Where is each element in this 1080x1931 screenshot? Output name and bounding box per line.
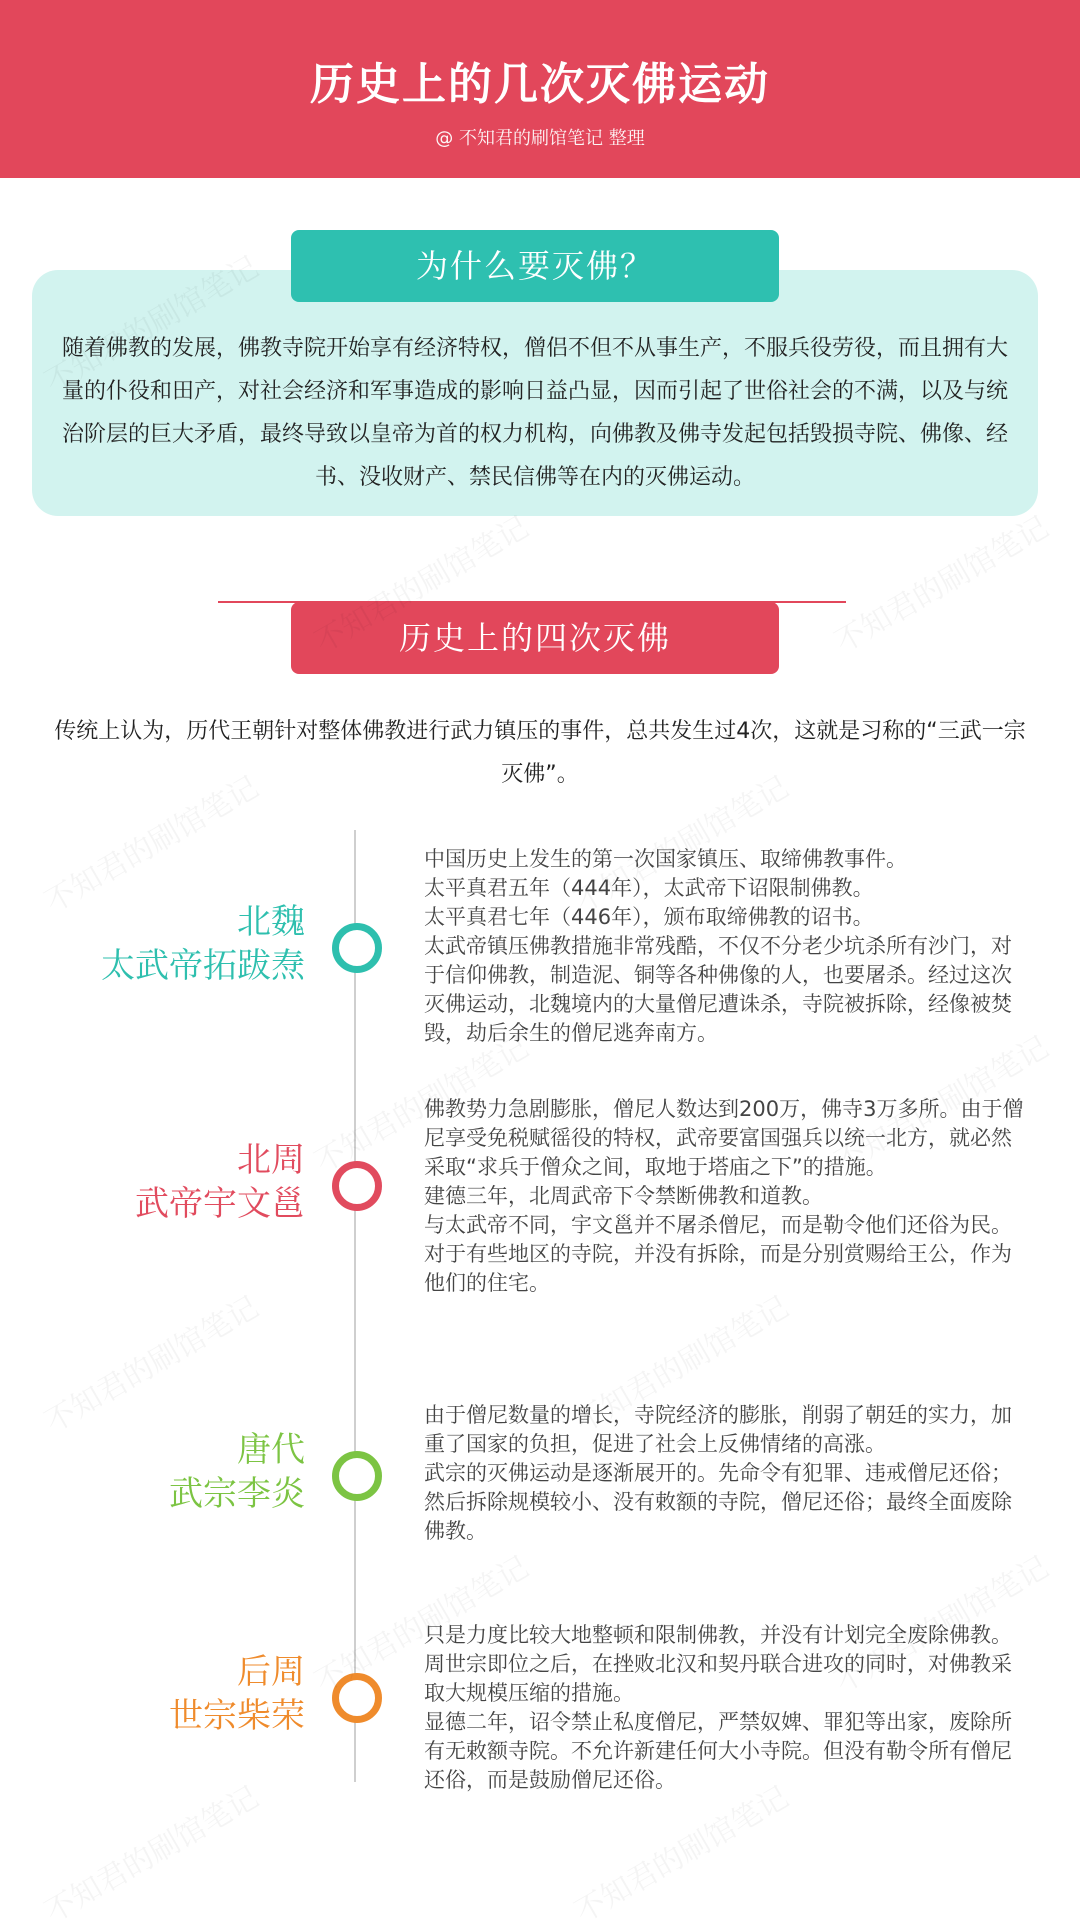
- timeline-desc-houzhou: [424, 1621, 1028, 1795]
- dynasty-label: 北魏: [237, 902, 305, 942]
- ruler-label: 世宗柴荣: [169, 1696, 305, 1736]
- page-title: 历史上的几次灭佛运动: [310, 59, 770, 110]
- desc-line: 太武帝镇压佛教措施非常残酷，不仅不分老少坑杀所有沙门，对于信仰佛教，制造泥、铜等各种佛像的人，也要屠杀。经过这次灭佛运动，北魏境内的大量僧尼遭诛杀，寺院被拆除，经像被焚毁，劫后余生的僧尼逃奔南方。: [424, 934, 1012, 1045]
- timeline-node: [332, 923, 382, 973]
- timeline-desc-beizhou: [424, 1095, 1028, 1298]
- desc-line: 太平真君五年（444年），太武帝下诏限制佛教。: [424, 876, 874, 900]
- timeline-era-tang: [45, 1428, 305, 1516]
- watermark: [825, 503, 1055, 661]
- desc-line: 周世宗即位之后，在挫败北汉和契丹联合进攻的同时，对佛教采取大规模压缩的措施。: [424, 1652, 1012, 1705]
- timeline-node: [332, 1161, 382, 1211]
- dynasty-label: 后周: [237, 1652, 305, 1692]
- desc-line: 只是力度比较大地整顿和限制佛教，并没有计划完全废除佛教。: [424, 1623, 1012, 1647]
- ruler-label: 武帝宇文邕: [135, 1184, 305, 1224]
- timeline-desc-beiwei: [424, 845, 1028, 1048]
- timeline-node: [332, 1673, 382, 1723]
- watermark: [35, 1773, 265, 1931]
- four-intro-text: 传统上认为，历代王朝针对整体佛教进行武力镇压的事件，总共发生过4次，这就是习称的“三武一宗灭佛”。: [54, 719, 1026, 787]
- desc-line: 太平真君七年（446年），颁布取缔佛教的诏书。: [424, 905, 874, 929]
- timeline-era-beiwei: [45, 900, 305, 988]
- desc-line: 建德三年，北周武帝下令禁断佛教和道教。: [424, 1184, 823, 1208]
- desc-line: 武宗的灭佛运动是逐渐展开的。先命令有犯罪、违戒僧尼还俗；然后拆除规模较小、没有敕额的寺院，僧尼还俗；最终全面废除佛教。: [424, 1461, 1012, 1543]
- timeline-era-beizhou: [45, 1138, 305, 1226]
- watermark: [565, 1773, 795, 1931]
- timeline-desc-tang: [424, 1401, 1028, 1546]
- desc-line: 显德二年，诏令禁止私度僧尼，严禁奴婢、罪犯等出家，废除所有无敕额寺院。不允许新建任何大小寺院。但没有勒令所有僧尼还俗，而是鼓励僧尼还俗。: [424, 1710, 1012, 1792]
- why-heading-tab: 为什么要灭佛？: [291, 230, 779, 302]
- four-heading-tab: 历史上的四次灭佛: [291, 602, 779, 674]
- watermark: [35, 1283, 265, 1441]
- ruler-label: 武宗李炎: [169, 1474, 305, 1514]
- dynasty-label: 北周: [237, 1140, 305, 1180]
- timeline-era-houzhou: [45, 1650, 305, 1738]
- dynasty-label: 唐代: [237, 1430, 305, 1470]
- desc-line: 中国历史上发生的第一次国家镇压、取缔佛教事件。: [424, 847, 907, 871]
- header-banner: [0, 0, 1080, 178]
- why-body-text: 随着佛教的发展，佛教寺院开始享有经济特权，僧侣不但不从事生产，不服兵役劳役，而且拥有大量的仆役和田产，对社会经济和军事造成的影响日益凸显，因而引起了世俗社会的不满，以及与统治阶层的巨大矛盾，最终导致以皇帝为首的权力机构，向佛教及佛寺发起包括毁损寺院、佛像、经书、没收财产、禁民信佛等在内的灭佛运动。: [62, 336, 1009, 490]
- desc-line: 佛教势力急剧膨胀，僧尼人数达到200万，佛寺3万多所。由于僧尼享受免税赋徭役的特权，武帝要富国强兵以统一北方，就必然采取“求兵于僧众之间，取地于塔庙之下”的措施。: [424, 1097, 1024, 1179]
- ruler-label: 太武帝拓跋焘: [101, 946, 305, 986]
- page-subtitle: @ 不知君的刷馆笔记 整理: [435, 128, 645, 149]
- desc-line: 与太武帝不同，宇文邕并不屠杀僧尼，而是勒令他们还俗为民。对于有些地区的寺院，并没有拆除，而是分别赏赐给王公，作为他们的住宅。: [424, 1213, 1012, 1295]
- timeline-node: [332, 1451, 382, 1501]
- desc-line: 由于僧尼数量的增长，寺院经济的膨胀，削弱了朝廷的实力，加重了国家的负担，促进了社会上反佛情绪的高涨。: [424, 1403, 1012, 1456]
